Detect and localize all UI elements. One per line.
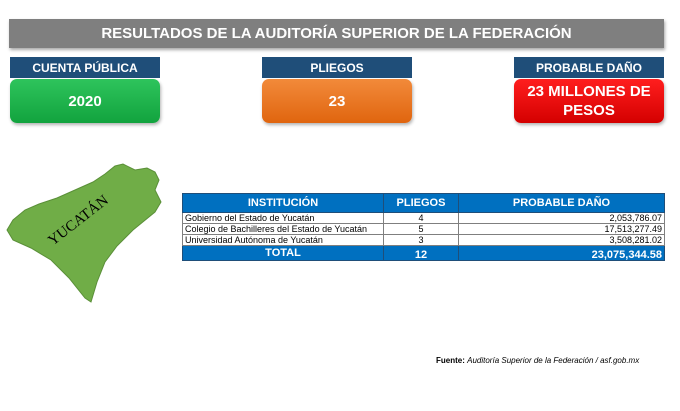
total-pliegos: 12 (384, 246, 459, 261)
yucatan-state-shape (7, 164, 161, 302)
yucatan-map (5, 160, 165, 305)
cell-institution: Universidad Autónoma de Yucatán (183, 235, 384, 246)
cell-pliegos: 5 (384, 224, 459, 235)
cell-amount: 3,508,281.02 (459, 235, 665, 246)
cell-amount: 17,513,277.49 (459, 224, 665, 235)
cell-institution: Gobierno del Estado de Yucatán (183, 213, 384, 224)
source-text: Auditoría Superior de la Federación / asf.gob.mx (467, 356, 640, 365)
cell-pliegos: 3 (384, 235, 459, 246)
kpi-value-probable-dano: 23 MILLONES DE PESOS (514, 79, 664, 123)
cell-amount: 2,053,786.07 (459, 213, 665, 224)
kpi-value-pliegos: 23 (262, 79, 412, 123)
total-amount: 23,075,344.58 (459, 246, 665, 261)
table-total-row (183, 246, 665, 261)
header-pliegos: PLIEGOS (384, 194, 459, 213)
cell-institution: Colegio de Bachilleres del Estado de Yucatán (183, 224, 384, 235)
cell-pliegos: 4 (384, 213, 459, 224)
table-row (183, 224, 665, 235)
source-note (436, 356, 639, 365)
yucatan-label: YUCATÁN (45, 192, 112, 250)
kpi-label-probable-dano: PROBABLE DAÑO (514, 57, 664, 78)
table-row (183, 213, 665, 224)
source-label: Fuente: (436, 356, 465, 365)
total-label: TOTAL (183, 246, 384, 261)
results-table (182, 193, 665, 261)
header-probable-dano: PROBABLE DAÑO (459, 194, 665, 213)
table-header-row (183, 194, 665, 213)
page-title: RESULTADOS DE LA AUDITORÍA SUPERIOR DE LA FEDERACIÓN (9, 19, 664, 48)
kpi-label-cuenta-publica: CUENTA PÚBLICA (10, 57, 160, 78)
kpi-value-cuenta-publica: 2020 (10, 79, 160, 123)
table-row (183, 235, 665, 246)
kpi-label-pliegos: PLIEGOS (262, 57, 412, 78)
header-institucion: INSTITUCIÓN (183, 194, 384, 213)
